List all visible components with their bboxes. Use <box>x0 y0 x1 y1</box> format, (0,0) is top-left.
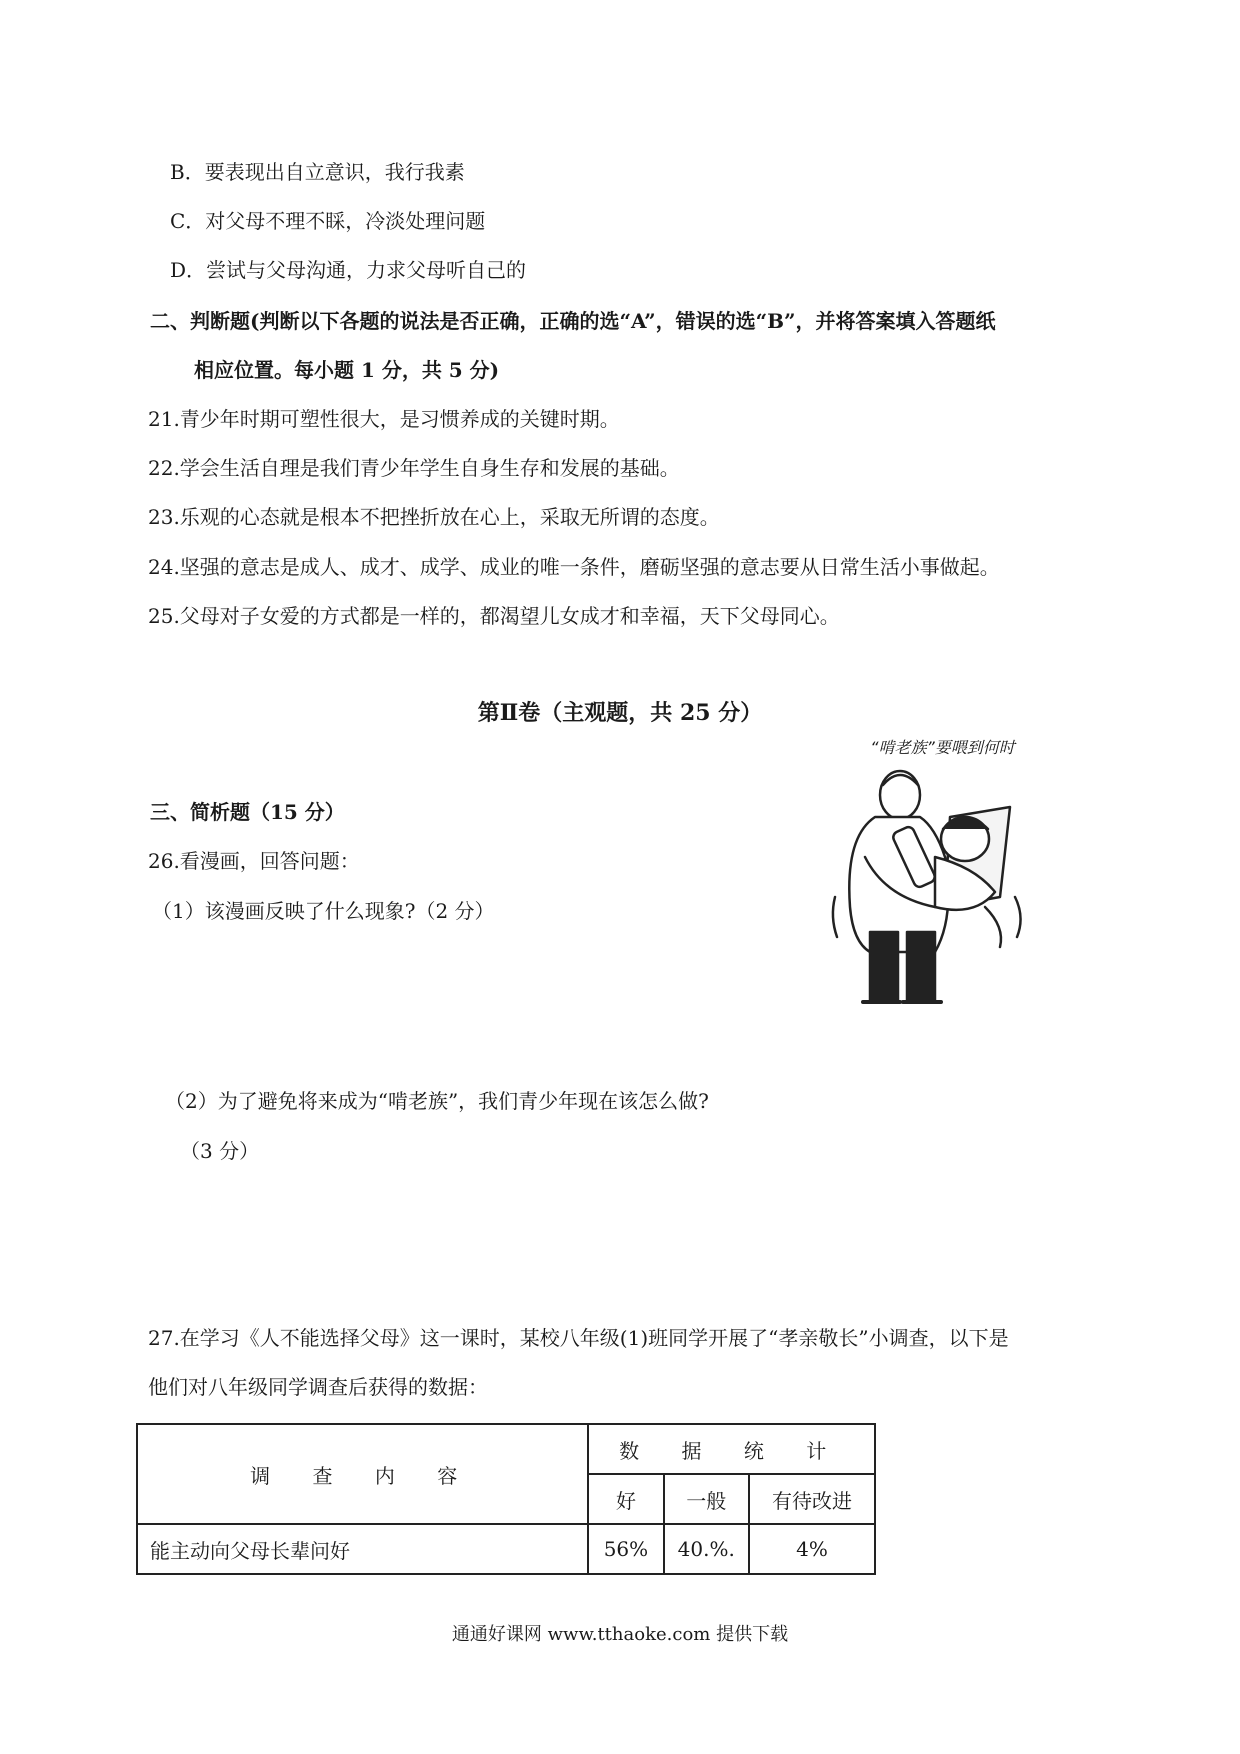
question-26-1: （1）该漫画反映了什么现象?（2 分） <box>152 899 495 923</box>
option-c: C．对父母不理不睬，冷淡处理问题 <box>170 209 486 233</box>
judgment-25: 25.父母对子女爱的方式都是一样的，都渴望儿女成才和幸福，天下父母同心。 <box>148 604 840 628</box>
table-col-improve: 有待改进 <box>749 1474 875 1524</box>
question-26-2: （2）为了避免将来成为“啃老族”，我们青少年现在该怎么做? <box>165 1089 709 1113</box>
cartoon-caption: “啃老族”要喂到何时 <box>870 738 1015 757</box>
question-27-line2: 他们对八年级同学调查后获得的数据： <box>148 1375 488 1399</box>
table-cell-good: 56% <box>588 1524 663 1574</box>
table-col-average: 一般 <box>664 1474 749 1524</box>
table-cell-average: 40.%. <box>664 1524 749 1574</box>
option-d: D．尝试与父母沟通，力求父母听自己的 <box>170 258 527 282</box>
cartoon-drawing <box>825 757 1060 1017</box>
page-footer: 通通好课网 www.tthaoke.com 提供下载 <box>451 1624 789 1645</box>
judgment-21: 21.青少年时期可塑性很大，是习惯养成的关键时期。 <box>148 407 620 431</box>
table-cell-improve: 4% <box>749 1524 875 1574</box>
table-header-stats: 数 据 统 计 <box>588 1424 875 1474</box>
question-26-2-score: （3 分） <box>180 1139 260 1163</box>
table-row <box>137 1524 875 1574</box>
judgment-22: 22.学会生活自理是我们青少年学生自身生存和发展的基础。 <box>148 456 680 480</box>
question-27-line1: 27.在学习《人不能选择父母》这一课时，某校八年级(1)班同学开展了“孝亲敬长”小调查，以下是 <box>148 1326 1009 1350</box>
judgment-24: 24.坚强的意志是成人、成才、成学、成业的唯一条件，磨砺坚强的意志要从日常生活小事做起。 <box>148 555 1000 579</box>
cartoon-illustration <box>825 735 1060 1015</box>
part2-title: 第Ⅱ卷（主观题，共 25 分） <box>477 700 763 726</box>
section2-heading-line2: 相应位置。每小题 1 分，共 5 分) <box>194 358 500 382</box>
table-header-content: 调 查 内 容 <box>137 1424 588 1524</box>
judgment-23: 23.乐观的心态就是根本不把挫折放在心上，采取无所谓的态度。 <box>148 505 720 529</box>
question-26: 26.看漫画，回答问题： <box>148 849 360 873</box>
survey-table <box>136 1423 876 1575</box>
section3-heading: 三、简析题（15 分） <box>150 800 345 824</box>
section2-heading-line1: 二、判断题(判断以下各题的说法是否正确，正确的选“A”，错误的选“B”，并将答案填入答题纸 <box>150 309 996 333</box>
table-col-good: 好 <box>588 1474 663 1524</box>
table-cell-item: 能主动向父母长辈问好 <box>137 1524 588 1574</box>
option-b: B．要表现出自立意识，我行我素 <box>170 160 465 184</box>
